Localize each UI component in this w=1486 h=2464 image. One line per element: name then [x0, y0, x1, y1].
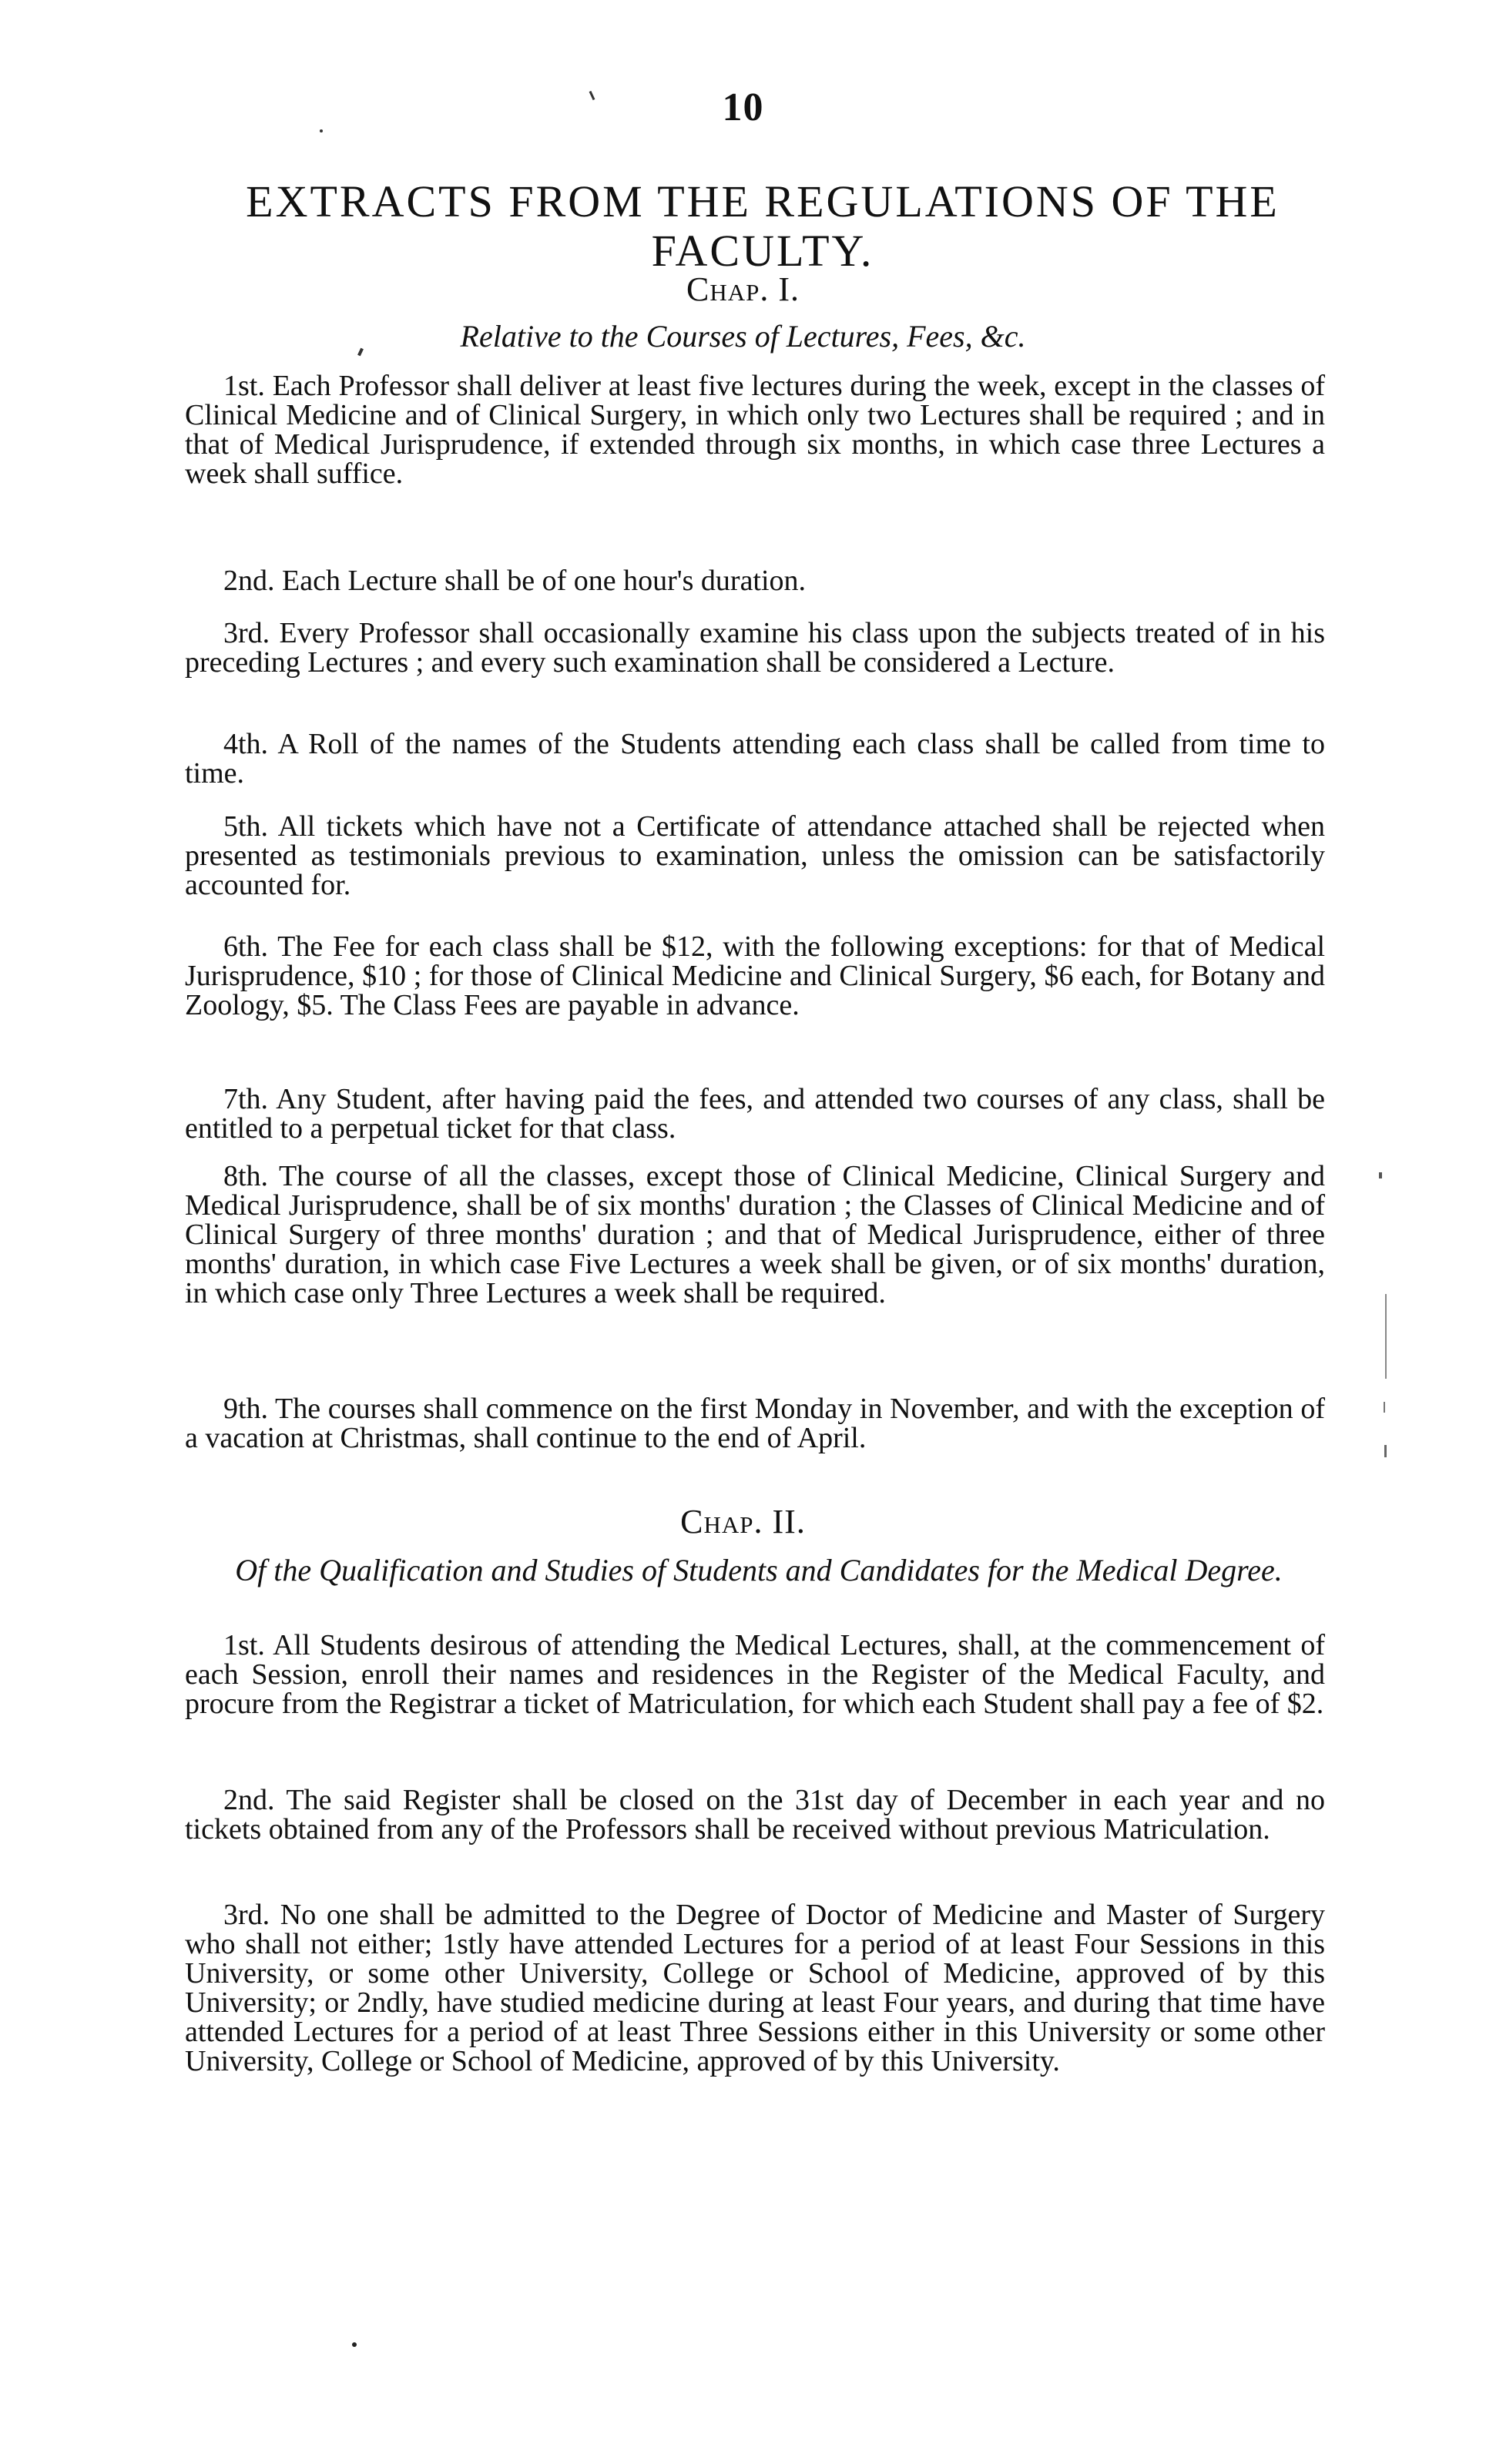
- margin-mark: [1379, 1172, 1382, 1178]
- page-title: [216, 177, 1310, 276]
- chapter-2-heading: Chap. II.: [680, 1503, 806, 1540]
- margin-mark: [1385, 1294, 1387, 1379]
- regulation-paragraph: 3rd. No one shall be admitted to the Degree of Doctor of Medicine and Master of Surgery who shall not either; 1stly have attended Lectures for a period of at least Four Sessions in this University, or some other University, College or School of Medicine, approved of by this University; or 2ndly, have studied medicine during at least Four years, and during that time have attended Lectures for a period of at least Three Sessions either in this University or some other University, College or School of Medicine, approved of by this University.: [185, 1899, 1325, 2077]
- regulation-paragraph: 8th. The course of all the classes, except those of Clinical Medicine, Clinical Surgery and Medical Jurisprudence, shall be of six months' duration ; the Classes of Clinical Medicine and of Clinical Surgery of three months' duration ; and that of Medical Jurisprudence, either of three months' duration, in which case Five Lectures a week shall be given, or of six months' duration, in which case only Three Lectures a week shall be required.: [185, 1160, 1325, 1309]
- chapter-2-subtitle: Of the Qualification and Studies of Students and Candidates for the Medical Degree.: [235, 1553, 1283, 1587]
- regulation-paragraph: 4th. A Roll of the names of the Students attending each class shall be called from time to time.: [185, 728, 1325, 789]
- regulation-paragraph: 3rd. Every Professor shall occasionally examine his class upon the subjects treated of in his preceding Lectures ; and every such examination shall be considered a Lecture.: [185, 617, 1325, 679]
- stray-mark: [352, 2342, 357, 2347]
- regulation-paragraph: 1st. Each Professor shall deliver at least five lectures during the week, except in the classes of Clinical Medicine and of Clinical Surgery, in which only two Lectures shall be required ; and in that of Medical Jurisprudence, if extended through six months, in which case three Lectures a week shall suffice.: [185, 370, 1325, 490]
- page-title-line-1: EXTRACTS FROM THE REGULATIONS OF THE: [246, 176, 1280, 226]
- margin-mark: [1384, 1402, 1385, 1413]
- regulation-paragraph: 6th. The Fee for each class shall be $12, with the following exceptions: for that of Medical Jurisprudence, $10 ; for those of Clinical Medicine and Clinical Surgery, $6 each, for Botany and Zoology, $5. The Class Fees are payable in advance.: [185, 930, 1325, 1021]
- regulation-paragraph: 2nd. The said Register shall be closed on the 31st day of December in each year and no tickets obtained from any of the Professors shall be received without previous Matriculation.: [185, 1784, 1325, 1845]
- regulation-paragraph: 9th. The courses shall commence on the first Monday in November, and with the exception of a vacation at Christmas, shall continue to the end of April.: [185, 1393, 1325, 1454]
- page-number: 10: [722, 85, 764, 129]
- regulation-paragraph: 1st. All Students desirous of attending the Medical Lectures, shall, at the commencement of each Session, enroll their names and residences in the Register of the Medical Faculty, and procure from the Registrar a ticket of Matriculation, for which each Student shall pay a fee of $2.: [185, 1629, 1325, 1720]
- regulation-paragraph: 2nd. Each Lecture shall be of one hour's duration.: [223, 565, 807, 597]
- regulation-paragraph: 7th. Any Student, after having paid the fees, and attended two courses of any class, shall be entitled to a perpetual ticket for that class.: [185, 1083, 1325, 1145]
- margin-mark: [1384, 1445, 1387, 1457]
- chapter-1-subtitle: Relative to the Courses of Lectures, Fees, &c.: [460, 319, 1026, 354]
- regulation-paragraph: 5th. All tickets which have not a Certificate of attendance attached shall be rejected when presented as testimonials previous to examination, unless the omission can be satisfactorily accounted for.: [185, 810, 1325, 901]
- chapter-1-heading: Chap. I.: [686, 270, 800, 308]
- page-title-line-2: FACULTY.: [651, 226, 874, 276]
